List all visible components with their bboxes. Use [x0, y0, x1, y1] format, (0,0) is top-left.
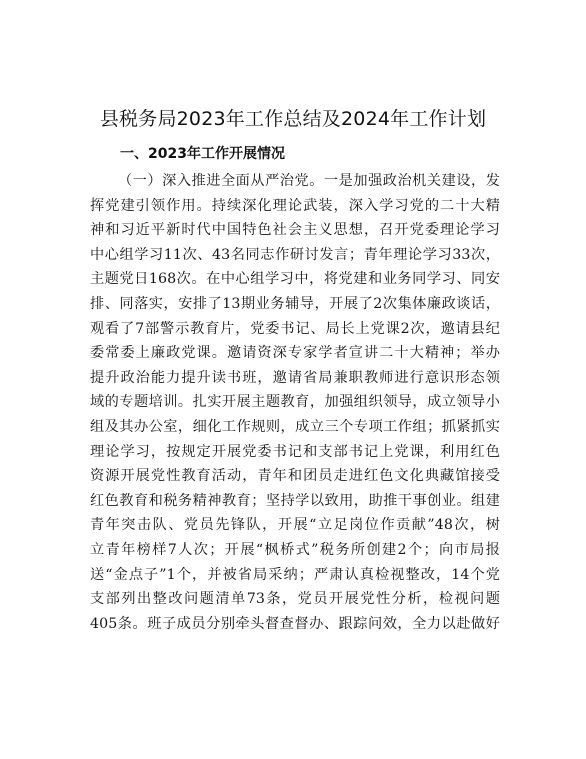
body-line: 资源开展党性教育活动，青年和团员走进红色文化典藏馆接受 — [90, 468, 500, 485]
body-line: （一）深入推进全面从严治党。一是加强政治机关建设，发 — [118, 173, 500, 189]
body-line: 提升政治能力提升读书班，邀请省局兼职教师进行意识形态领 — [90, 369, 500, 386]
body-line: 理论学习，按规定开展党委书记和支部书记上党课，利用红色 — [90, 443, 500, 460]
body-line: 送“金点子”1个，并被省局采纳；严肃认真检视整改，14个党 — [90, 566, 500, 583]
body-line: 组及其办公室，细化工作规则，成立三个专项工作组；抓紧抓实 — [90, 418, 500, 435]
document-title: 县税务局2023年工作总结及2024年工作计划 — [99, 108, 487, 130]
body-line: 观看了7部警示教育片，党委书记、局长上党课2次，邀请县纪 — [90, 320, 500, 337]
body-line: 挥党建引领作用。持续深化理论武装，深入学习党的二十大精 — [90, 197, 500, 214]
body-line: 神和习近平新时代中国特色社会主义思想，召开党委理论学习 — [90, 222, 500, 239]
body-line: 红色教育和税务精神教育；坚持学以致用，助推干事创业。组建 — [90, 492, 500, 509]
section-heading: 一、2023年工作开展情况 — [120, 146, 285, 162]
body-line: 主题党日168次。在中心组学习中，将党建和业务同学习、同安 — [90, 271, 500, 288]
body-line: 立青年榜样7人次；开展“枫桥式”税务所创建2个；向市局报 — [90, 541, 500, 558]
body-paragraph — [90, 169, 500, 636]
body-line: 青年突击队、党员先锋队，开展“立足岗位作贡献”48次，树 — [90, 517, 500, 534]
body-line: 域的专题培训。扎实开展主题教育，加强组织领导，成立领导小 — [90, 394, 500, 411]
body-line: 支部列出整改问题清单73条，党员开展党性分析，检视问题 — [90, 591, 500, 608]
body-line: 中心组学习11次、43名同志作研讨发言；青年理论学习33次， — [90, 246, 500, 263]
body-line: 委常委上廉政党课。邀请资深专家学者宣讲二十大精神；举办 — [90, 345, 500, 362]
body-line: 405条。班子成员分别牵头督查督办、跟踪问效，全力以赴做好 — [90, 615, 500, 632]
body-line: 排、同落实，安排了13期业务辅导，开展了2次集体廉政谈话， — [90, 295, 500, 312]
